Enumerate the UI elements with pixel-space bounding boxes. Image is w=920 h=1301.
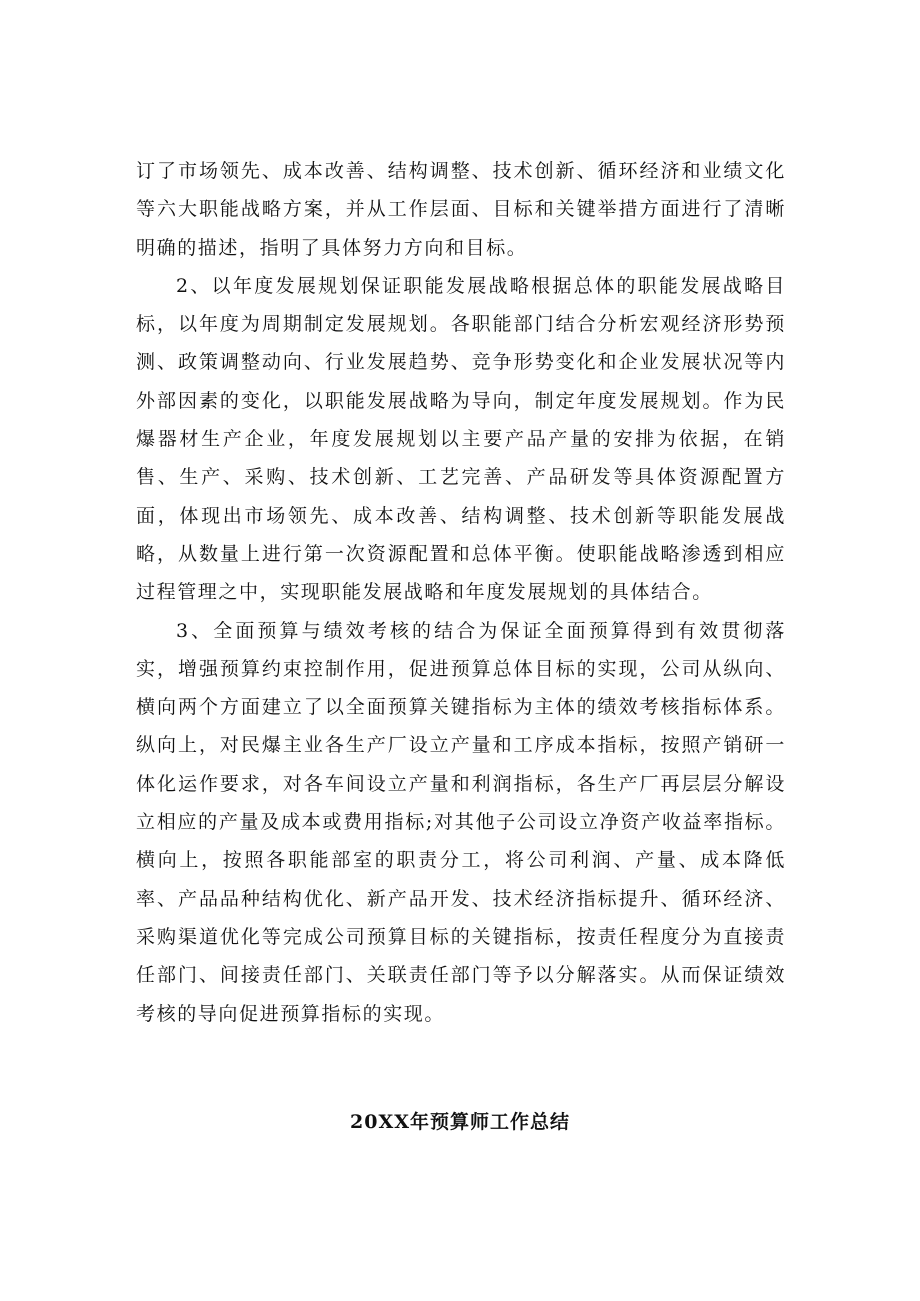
document-body bbox=[136, 152, 786, 1033]
paragraph-2: 2、以年度发展规划保证职能发展战略根据总体的职能发展战略目标，以年度为周期制定发展规划。各职能部门结合分析宏观经济形势预测、政策调整动向、行业发展趋势、竞争形势变化和企业发展状况等内外部因素的变化，以职能发展战略为导向，制定年度发展规划。作为民爆器材生产企业，年度发展规划以主要产品产量的安排为依据，在销售、生产、采购、技术创新、工艺完善、产品研发等具体资源配置方面，体现出市场领先、成本改善、结构调整、技术创新等职能发展战略，从数量上进行第一次资源配置和总体平衡。使职能战略渗透到相应过程管理之中，实现职能发展战略和年度发展规划的具体结合。 bbox=[136, 274, 786, 604]
section-title: 20XX年预算师工作总结 bbox=[350, 1111, 570, 1133]
paragraph-1: 订了市场领先、成本改善、结构调整、技术创新、循环经济和业绩文化等六大职能战略方案，并从工作层面、目标和关键举措方面进行了清晰明确的描述，指明了具体努力方向和目标。 bbox=[136, 160, 786, 259]
paragraph-3: 3、全面预算与绩效考核的结合为保证全面预算得到有效贯彻落实，增强预算约束控制作用，促进预算总体目标的实现，公司从纵向、横向两个方面建立了以全面预算关键指标为主体的绩效考核指标体系。纵向上，对民爆主业各生产厂设立产量和工序成本指标，按照产销研一体化运作要求，对各车间设立产量和利润指标，各生产厂再层层分解设立相应的产量及成本或费用指标;对其他子公司设立净资产收益率指标。横向上，按照各职能部室的职责分工，将公司利润、产量、成本降低率、产品品种结构优化、新产品开发、技术经济指标提升、循环经济、采购渠道优化等完成公司预算目标的关键指标，按责任程度分为直接责任部门、间接责任部门、关联责任部门等予以分解落实。从而保证绩效考核的导向促进预算指标的实现。 bbox=[136, 619, 786, 1025]
